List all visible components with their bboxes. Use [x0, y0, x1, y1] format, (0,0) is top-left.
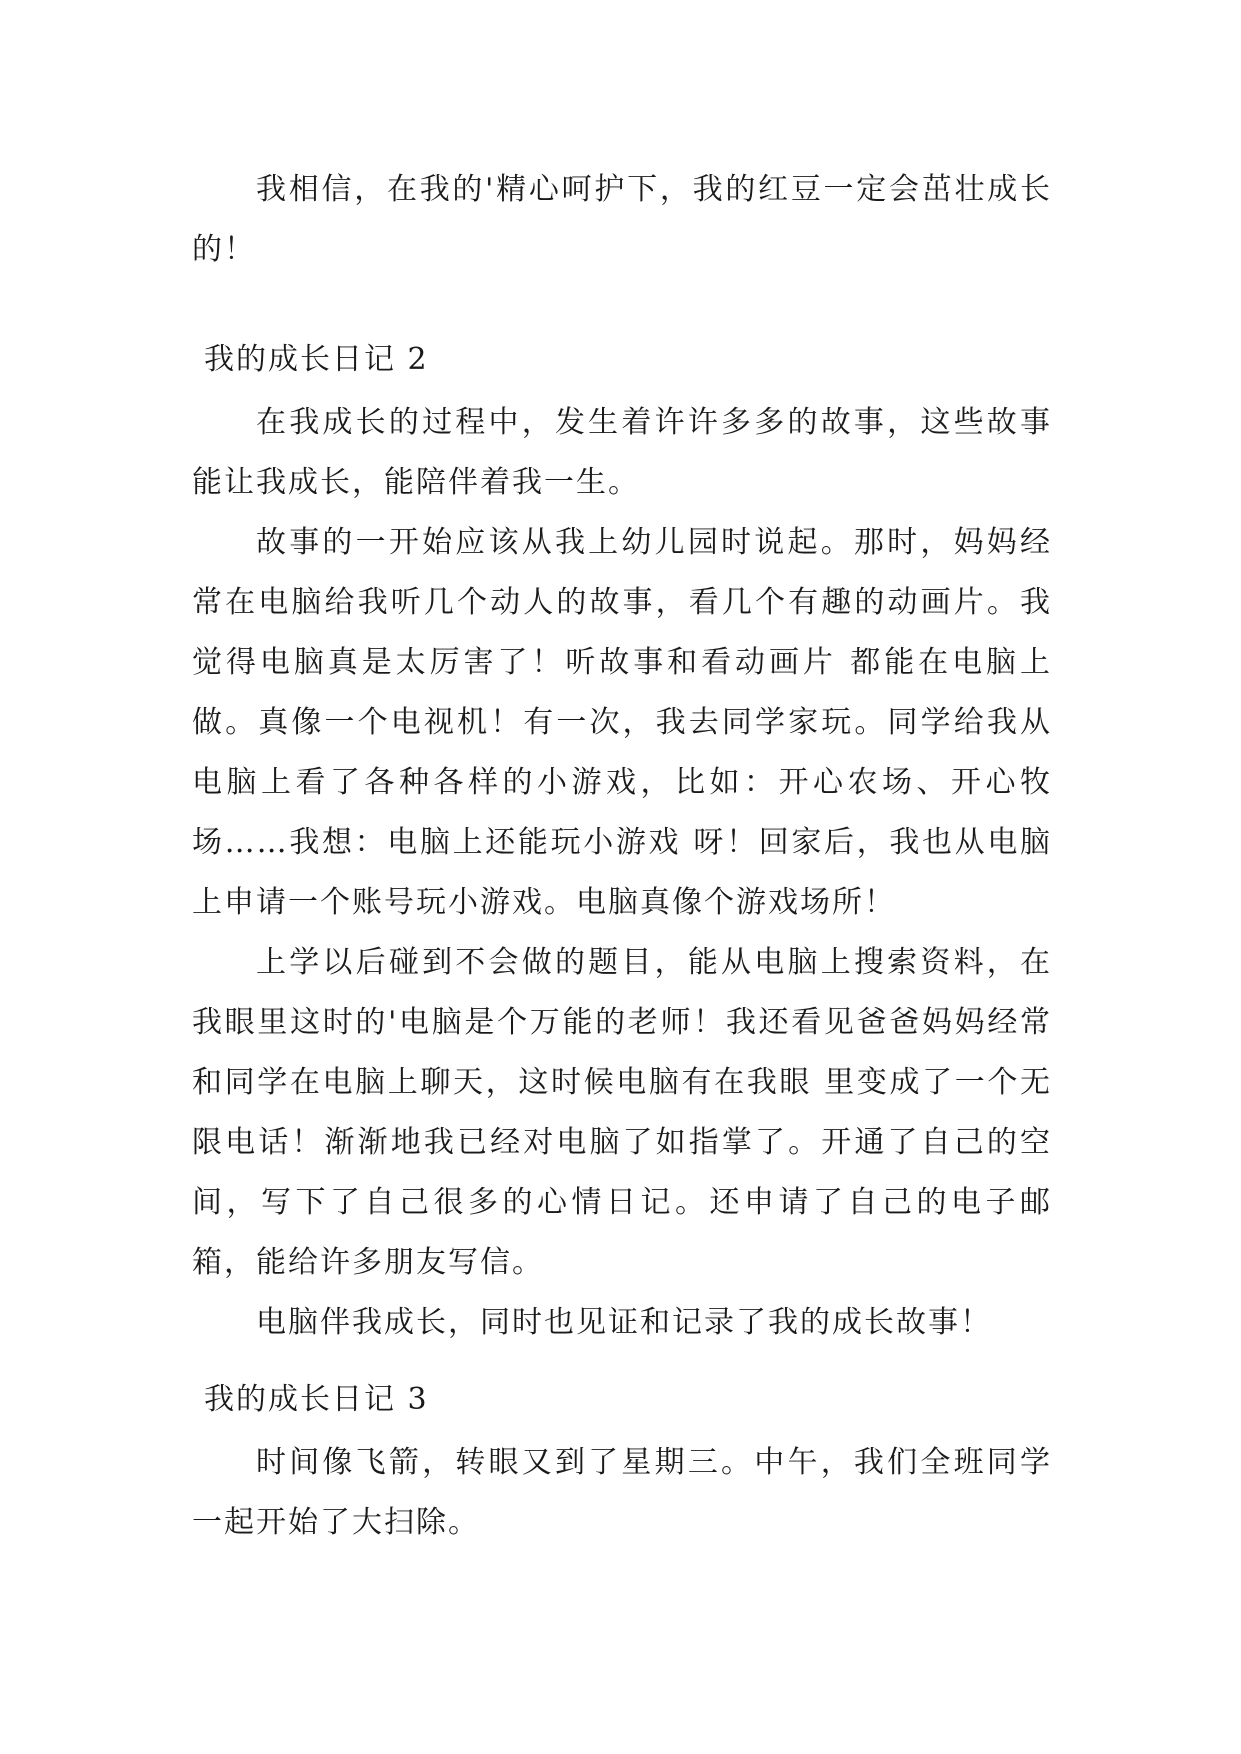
paragraph: 时间像飞箭，转眼又到了星期三。中午，我们全班同学一起开始了大扫除。 — [192, 1445, 1052, 1540]
section-body — [192, 1433, 1052, 1553]
section-heading: 我的成长日记 2 — [204, 342, 429, 377]
paragraph: 故事的一开始应该从我上幼儿园时说起。那时，妈妈经常在电脑给我听几个动人的故事，看几个有趣的动画片。我觉得电脑真是太厉害了！听故事和看动画片 都能在电脑上做。真像一个电视机！有一次，我去同学家玩。同学给我从电脑上看了各种各样的小游戏，比如：开心农场、开心牧场……我想：电脑上还能玩小游戏 呀！回家后，我也从电脑上申请一个账号玩小游戏。电脑真像个游戏场所！ — [192, 525, 1052, 920]
section-heading: 我的成长日记 3 — [204, 1382, 429, 1417]
paragraph: 上学以后碰到不会做的题目，能从电脑上搜索资料，在我眼里这时的'电脑是个万能的老师！我还看见爸爸妈妈经常和同学在电脑上聊天，这时候电脑有在我眼 里变成了一个无限电话！渐渐地我已经对电脑了如指掌了。开通了自己的空间，写下了自己很多的心情日记。还申请了自己的电子邮箱，能给许多朋友写信。 — [192, 945, 1052, 1280]
paragraph: 在我成长的过程中，发生着许许多多的故事，这些故事能让我成长，能陪伴着我一生。 — [192, 405, 1052, 500]
section-body — [192, 393, 1052, 1353]
paragraph: 电脑伴我成长，同时也见证和记录了我的成长故事！ — [256, 1305, 992, 1340]
intro-block — [192, 160, 1052, 280]
paragraph: 我相信，在我的'精心呵护下，我的红豆一定会茁壮成长的！ — [192, 172, 1052, 267]
